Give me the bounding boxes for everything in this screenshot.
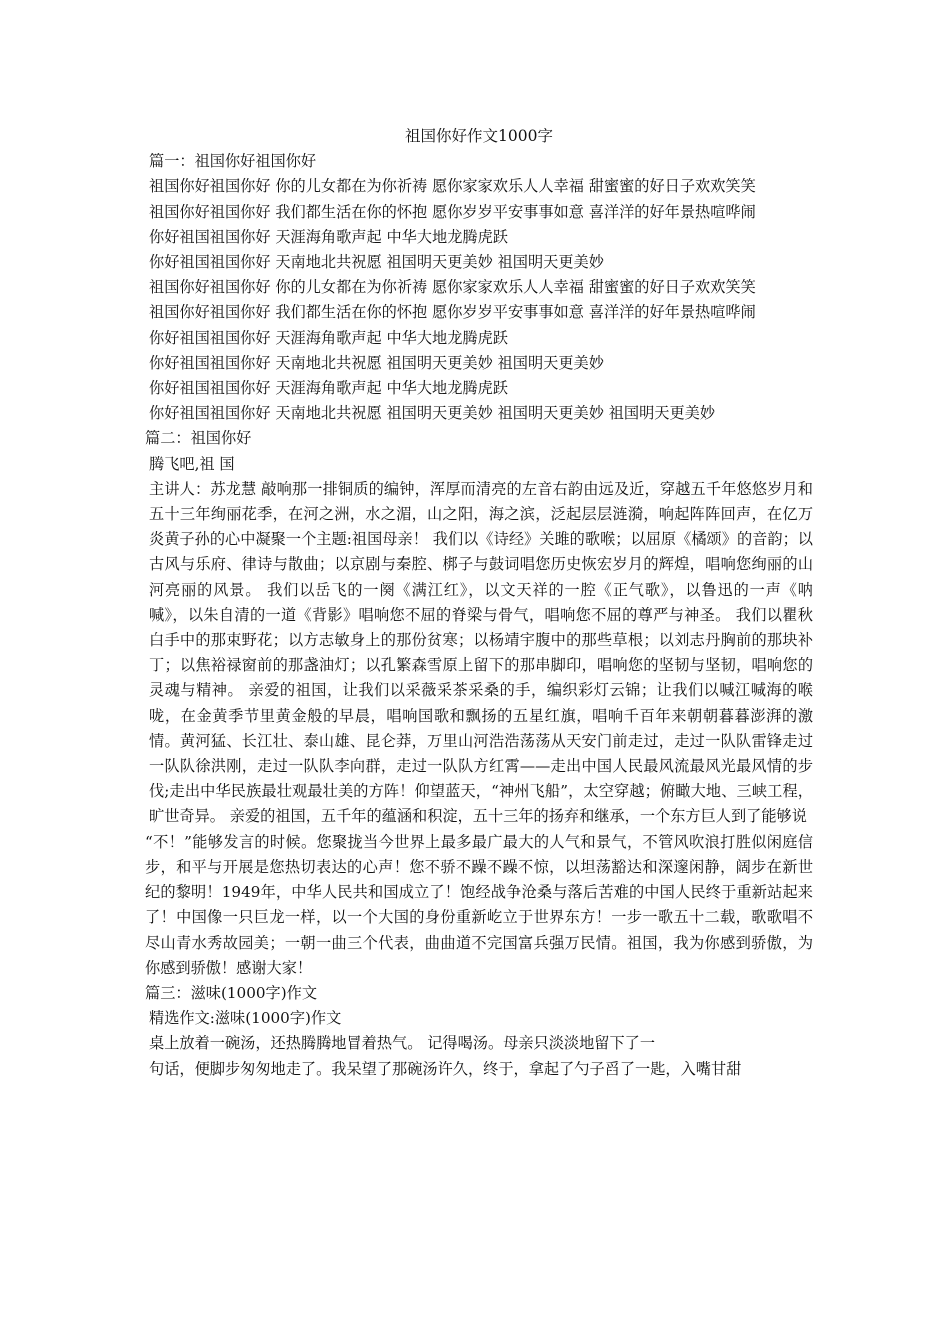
paragraph: 桌上放着一碗汤，还热腾腾地冒着热气。 记得喝汤。母亲只淡淡地留下了一 [149, 1034, 656, 1053]
paragraph: 祖国你好祖国你好 你的儿女都在为你祈祷 愿你家家欢乐人人幸福 甜蜜蜜的好日子欢欢笑笑 [149, 278, 756, 297]
document-title: 祖国你好作文1000字 [405, 127, 553, 145]
document-page [145, 124, 813, 1082]
paragraph: 你好祖国祖国你好 天南地北共祝愿 祖国明天更美妙 祖国明天更美妙 祖国明天更美妙 [149, 404, 716, 423]
paragraph: 祖国你好祖国你好 你的儿女都在为你祈祷 愿你家家欢乐人人幸福 甜蜜蜜的好日子欢欢笑笑 [149, 177, 756, 196]
paragraph: 你好祖国祖国你好 天涯海角歌声起 中华大地龙腾虎跃 [149, 379, 508, 398]
paragraph: 篇三：滋味(1000字)作文 [145, 983, 318, 1002]
paragraph: 句话，便脚步匆匆地走了。我呆望了那碗汤许久，终于，拿起了勺子舀了一匙，入嘴甘甜 [149, 1059, 742, 1078]
paragraph: 主讲人：苏龙慧 敲响那一排铜质的编钟，浑厚而清亮的左音右韵由远及近，穿越五千年悠悠岁月和五十三年绚丽花季，在河之洲，水之湄，山之阳，海之滨，泛起层层涟漪，响起阵阵回声，在亿万炎黄子孙的心中凝聚一个主题:祖国母亲！ 我们以《诗经》关雎的歌喉；以屈原《橘颂》的音韵；以古风与乐府、律诗与散曲；以京剧与秦腔、梆子与鼓词唱您历史恢宏岁月的辉煌，唱响您绚丽的山河亮丽的风景。 我们以岳飞的一阕《满江红》，以文天祥的一腔《正气歌》，以鲁迅的一声《呐喊》，以朱自清的一道《背影》唱响您不屈的脊梁与骨气，唱响您不屈的尊严与神圣。 我们以瞿秋白手中的那束野花；以方志敏身上的那份贫寒；以杨靖宇腹中的那些草根；以刘志丹胸前的那块补丁；以焦裕禄窗前的那盏油灯；以孔繁森雪原上留下的那串脚印，唱响您的坚韧与坚韧，唱响您的灵魂与精神。 亲爱的祖国，让我们以采薇采茶采桑的手，编织彩灯云锦；让我们以喊江喊海的喉咙，在金黄季节里黄金般的早晨，唱响国歌和飘扬的五星红旗，唱响千百年来朝朝暮暮澎湃的激情。黄河猛、长江壮、泰山雄、昆仑莽，万里山河浩浩荡荡从天安门前走过，走过一队队雷锋走过一队队徐洪刚，走过一队队李向群，走过一队队方红霄——走出中国人民最风流最风光最风情的步伐;走出中华民族最壮观最壮美的方阵！仰望蓝天，“神州飞船”，太空穿越；俯瞰大地、三峡工程，旷世奇异。 亲爱的祖国，五千年的蕴涵和积淀，五十三年的扬弃和继承，一个东方巨人到了能够说 [149, 479, 813, 826]
paragraph: 篇二：祖国你好 [145, 429, 252, 448]
paragraph: 精选作文:滋味(1000字)作文 [149, 1009, 342, 1028]
paragraph: 你好祖国祖国你好 天涯海角歌声起 中华大地龙腾虎跃 [149, 227, 508, 246]
paragraph: 腾飞吧,祖 国 [149, 454, 235, 473]
document-body [145, 149, 813, 1082]
paragraph: “不！”能够发言的时候。您聚拢当今世界上最多最广最大的人气和景气，不管风吹浪打胜似闲庭信步，和平与开展是您热切表达的心声！您不骄不躁不躁不惊，以坦荡豁达和深邃闲静，阔步在新世纪的黎明！1949年，中华人民共和国成立了！饱经战争沧桑与落后苦难的中国人民终于重新站起来了！中国像一只巨龙一样，以一个大国的身份重新屹立于世界东方！一步一歌五十二载，歌歌唱不尽山青水秀故园美；一朝一曲三个代表，曲曲道不完国富兵强万民情。祖国，我为你感到骄傲，为你感到骄傲！感谢大家！ [145, 832, 813, 977]
paragraph: 你好祖国祖国你好 天南地北共祝愿 祖国明天更美妙 祖国明天更美妙 [149, 253, 604, 272]
paragraph: 祖国你好祖国你好 我们都生活在你的怀抱 愿你岁岁平安事事如意 喜洋洋的好年景热喧哗闹 [149, 202, 756, 221]
paragraph: 你好祖国祖国你好 天涯海角歌声起 中华大地龙腾虎跃 [149, 328, 508, 347]
paragraph: 祖国你好祖国你好 我们都生活在你的怀抱 愿你岁岁平安事事如意 喜洋洋的好年景热喧哗闹 [149, 303, 756, 322]
paragraph: 你好祖国祖国你好 天南地北共祝愿 祖国明天更美妙 祖国明天更美妙 [149, 353, 604, 372]
paragraph: 篇一：祖国你好祖国你好 [149, 152, 317, 171]
